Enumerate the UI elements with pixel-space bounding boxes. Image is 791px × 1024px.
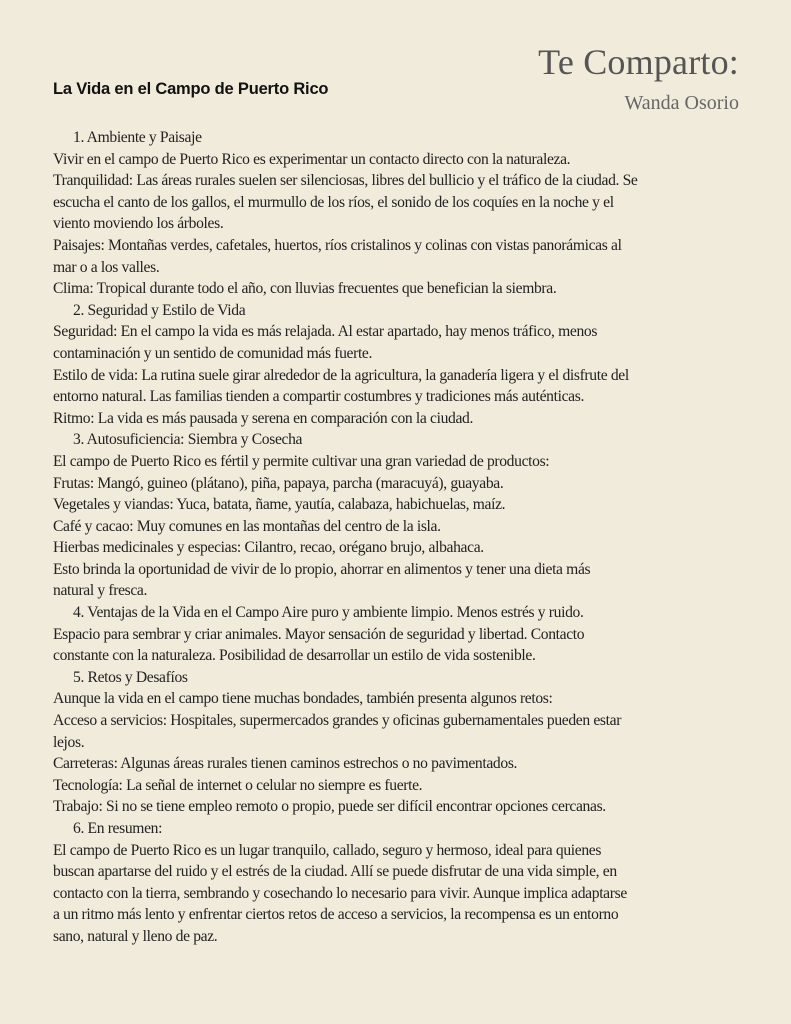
body-line: contacto con la tierra, sembrando y cosechando lo necesario para vivir. Aunque implica adaptarse — [53, 884, 627, 902]
author-name: Wanda Osorio — [624, 92, 739, 114]
body-line: Esto brinda la oportunidad de vivir de lo propio, ahorrar en alimentos y tener una dieta más — [53, 560, 591, 578]
body-line: Hierbas medicinales y especias: Cilantro, recao, orégano brujo, albahaca. — [53, 539, 484, 557]
body-line: buscan apartarse del ruido y el estrés de la ciudad. Allí se puede disfrutar de una vida simple, en — [53, 863, 617, 881]
body-line: Trabajo: Si no se tiene empleo remoto o propio, puede ser difícil encontrar opciones cercanas. — [53, 798, 606, 816]
section-heading: 2. Seguridad y Estilo de Vida — [73, 301, 246, 319]
body-line: Tranquilidad: Las áreas rurales suelen ser silenciosas, libres del bullicio y el tráfico de la ciudad. Se — [53, 172, 638, 190]
body-line: Vegetales y viandas: Yuca, batata, ñame, yautía, calabaza, habichuelas, maíz. — [53, 496, 506, 514]
body-line: Frutas: Mangó, guineo (plátano), piña, papaya, parcha (maracuyá), guayaba. — [53, 474, 504, 492]
body-line: Seguridad: En el campo la vida es más relajada. Al estar apartado, hay menos tráfico, menos — [53, 323, 598, 341]
body-line: constante con la naturaleza. Posibilidad de desarrollar un estilo de vida sostenible. — [53, 647, 536, 665]
body-line: Vivir en el campo de Puerto Rico es experimentar un contacto directo con la naturaleza. — [53, 150, 571, 168]
body-line: Tecnología: La señal de internet o celular no siempre es fuerte. — [53, 776, 423, 794]
body-line: entorno natural. Las familias tienden a compartir costumbres y tradiciones más auténticas. — [53, 388, 584, 406]
body-line: Café y cacao: Muy comunes en las montañas del centro de la isla. — [53, 517, 441, 535]
body-line: mar o a los valles. — [53, 258, 160, 276]
section-heading: 1. Ambiente y Paisaje — [73, 129, 202, 146]
body-line: a un ritmo más lento y enfrentar ciertos retos de acceso a servicios, la recompensa es un entorno — [53, 906, 619, 924]
document-body — [53, 127, 753, 948]
body-line: Acceso a servicios: Hospitales, supermercados grandes y oficinas gubernamentales pueden estar — [53, 712, 622, 730]
body-line: lejos. — [53, 733, 85, 751]
body-line: sano, natural y lleno de paz. — [53, 927, 218, 945]
body-line: Clima: Tropical durante todo el año, con lluvias frecuentes que benefician la siembra. — [53, 280, 557, 298]
document-title: La Vida en el Campo de Puerto Rico — [53, 80, 329, 98]
brand-block — [538, 40, 739, 116]
body-line: El campo de Puerto Rico es un lugar tranquilo, callado, seguro y hermoso, ideal para quienes — [53, 841, 602, 859]
brand-title: Te Comparto: — [538, 42, 739, 82]
body-line: El campo de Puerto Rico es fértil y permite cultivar una gran variedad de productos: — [53, 452, 550, 470]
section-heading: 4. Ventajas de la Vida en el Campo Aire puro y ambiente limpio. Menos estrés y ruido. — [73, 604, 584, 622]
section-heading: 6. En resumen: — [73, 820, 163, 837]
body-line: natural y fresca. — [53, 582, 148, 600]
body-line: Paisajes: Montañas verdes, cafetales, huertos, ríos cristalinos y colinas con vistas panorámicas al — [53, 236, 622, 254]
body-line: Aunque la vida en el campo tiene muchas bondades, también presenta algunos retos: — [53, 690, 553, 708]
section-heading: 5. Retos y Desafíos — [73, 668, 188, 686]
section-heading: 3. Autosuficiencia: Siembra y Cosecha — [73, 431, 303, 449]
body-line: escucha el canto de los gallos, el murmullo de los ríos, el sonido de los coquíes en la noche y el — [53, 193, 614, 211]
body-line: Espacio para sembrar y criar animales. Mayor sensación de seguridad y libertad. Contacto — [53, 625, 585, 643]
body-line: Estilo de vida: La rutina suele girar alrededor de la agricultura, la ganadería ligera y el disfrute del — [53, 366, 629, 384]
body-line: Ritmo: La vida es más pausada y serena en comparación con la ciudad. — [53, 409, 474, 427]
body-line: Carreteras: Algunas áreas rurales tienen caminos estrechos o no pavimentados. — [53, 755, 518, 773]
body-line: viento moviendo los árboles. — [53, 215, 224, 233]
body-line: contaminación y un sentido de comunidad más fuerte. — [53, 344, 373, 362]
